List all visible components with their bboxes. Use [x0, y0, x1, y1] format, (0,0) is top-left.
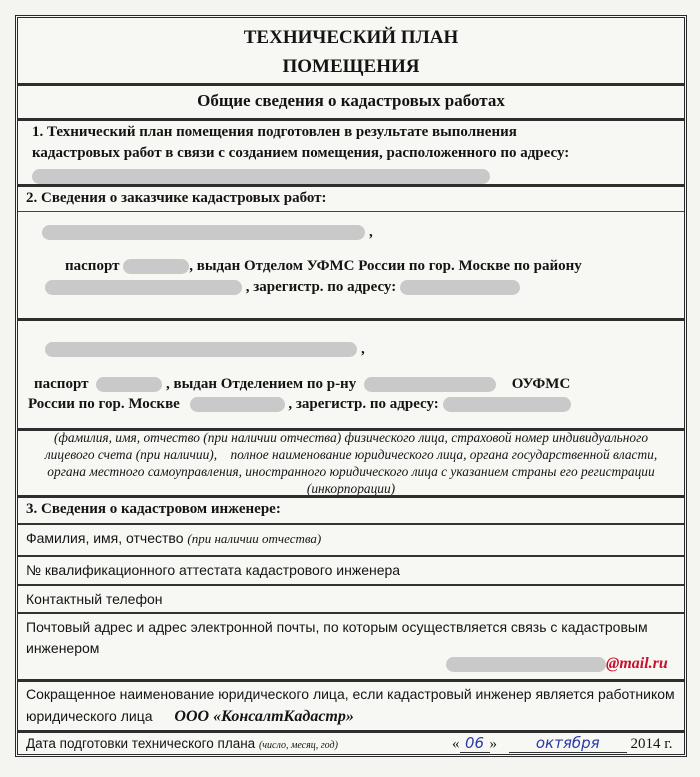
phone-label: Контактный телефон [26, 591, 163, 607]
note-line: (фамилия, имя, отчество (при наличии отчества) физического лица, страховой номер индивидуального [53, 430, 649, 445]
date-hint: (число, месяц, год) [258, 740, 338, 751]
title-line-1: ТЕХНИЧЕСКИЙ ПЛАН [243, 27, 459, 48]
title-line-2: ПОМЕЩЕНИЯ [282, 56, 420, 77]
fio-hint: (при наличии отчества) [187, 531, 322, 546]
issued-by-text: , выдан Отделением по р-ну [165, 376, 357, 392]
customer-2-name-row [45, 340, 365, 358]
passport-redacted [123, 259, 189, 274]
section-3-heading: 3. Сведения о кадастровом инженере: [26, 501, 281, 517]
divider [18, 555, 684, 557]
district-redacted [364, 377, 496, 392]
section-2-heading: 2. Сведения о заказчике кадастровых работ: [26, 190, 327, 206]
comma: , [369, 224, 373, 240]
customer-1-name-row [42, 223, 373, 241]
section-subtitle: Общие сведения о кадастровых работах [197, 91, 505, 110]
divider [18, 523, 684, 525]
organization-label-line-2: юридического лица [26, 708, 153, 724]
date-close-quote: » [489, 736, 497, 752]
postal-email-label-line-2: инженером [26, 640, 100, 656]
section-1-line-1: 1. Технический план помещения подготовлен в результате выполнения [32, 124, 517, 140]
city-redacted [190, 397, 285, 412]
note-line: лицевого счета (при наличии), полное наименование юридического лица, органа государственной власти, [44, 447, 658, 462]
certificate-label: № квалификационного аттестата кадастрового инженера [26, 562, 401, 578]
section-1 [32, 122, 684, 187]
divider [18, 679, 684, 682]
organization-row [26, 683, 675, 728]
registered-address-label: , зарегистр. по адресу: [245, 279, 397, 295]
postal-email-label-line-1: Почтовый адрес и адрес электронной почты, по которым осуществляется связь с кадастровым [26, 619, 648, 635]
comma: , [361, 341, 365, 357]
passport-redacted [96, 377, 162, 392]
note-line: (инкорпорации) [306, 481, 396, 496]
divider [18, 184, 684, 187]
passport-label: паспорт [34, 376, 89, 392]
divider [18, 83, 684, 86]
section-1-line-2: кадастровых работ в связи с созданием помещения, расположенного по адресу: [32, 145, 570, 161]
note-line: органа местного самоуправления, иностранного юридического лица с указанием страны его регистрации [47, 464, 655, 479]
email-row [446, 655, 668, 673]
divider [18, 318, 684, 321]
fio-label: Фамилия, имя, отчество [26, 530, 184, 546]
date-label: Дата подготовки технического плана [26, 736, 256, 751]
passport-label: паспорт [65, 258, 120, 274]
address-redacted [443, 397, 571, 412]
date-row-label [26, 736, 338, 751]
organization-label-line-1: Сокращенное наименование юридического лица, если кадастровый инженер является работником [26, 686, 675, 702]
customer-2-address-row [28, 396, 571, 413]
customer-2-name-redacted [45, 342, 357, 357]
engineer-fio-row [26, 530, 321, 547]
ufms-text: ОУФМС [511, 376, 571, 392]
customer-1-address-row [45, 279, 520, 296]
divider [18, 495, 684, 498]
date-month: октября [509, 734, 627, 753]
registered-address-label: , зарегистр. по адресу: [288, 396, 439, 412]
divider [18, 584, 684, 586]
city-text: России по гор. Москве [28, 396, 180, 412]
customer-field-note [18, 429, 684, 497]
technical-plan-form [15, 15, 687, 757]
customer-1-passport-row [65, 258, 582, 275]
divider [18, 730, 684, 733]
email-domain: @mail.ru [606, 655, 668, 672]
address-redacted-field [32, 169, 490, 184]
divider [18, 118, 684, 121]
date-day: 06 [460, 734, 490, 753]
preparation-date [452, 734, 672, 753]
document-title [18, 24, 684, 82]
issued-by-text: , выдан Отделом УФМС России по гор. Москве по району [189, 258, 582, 274]
date-year: 2014 г. [630, 736, 673, 752]
address-redacted [400, 280, 520, 295]
district-redacted [45, 280, 242, 295]
customer-1-name-redacted [42, 225, 365, 240]
customer-2-passport-row [34, 376, 570, 393]
email-local-redacted [446, 657, 606, 672]
organization-name: ООО «КонсалтКадастр» [174, 708, 354, 725]
divider [18, 211, 684, 212]
date-open-quote: « [452, 736, 460, 752]
postal-email-label [26, 617, 648, 659]
divider [18, 612, 684, 614]
